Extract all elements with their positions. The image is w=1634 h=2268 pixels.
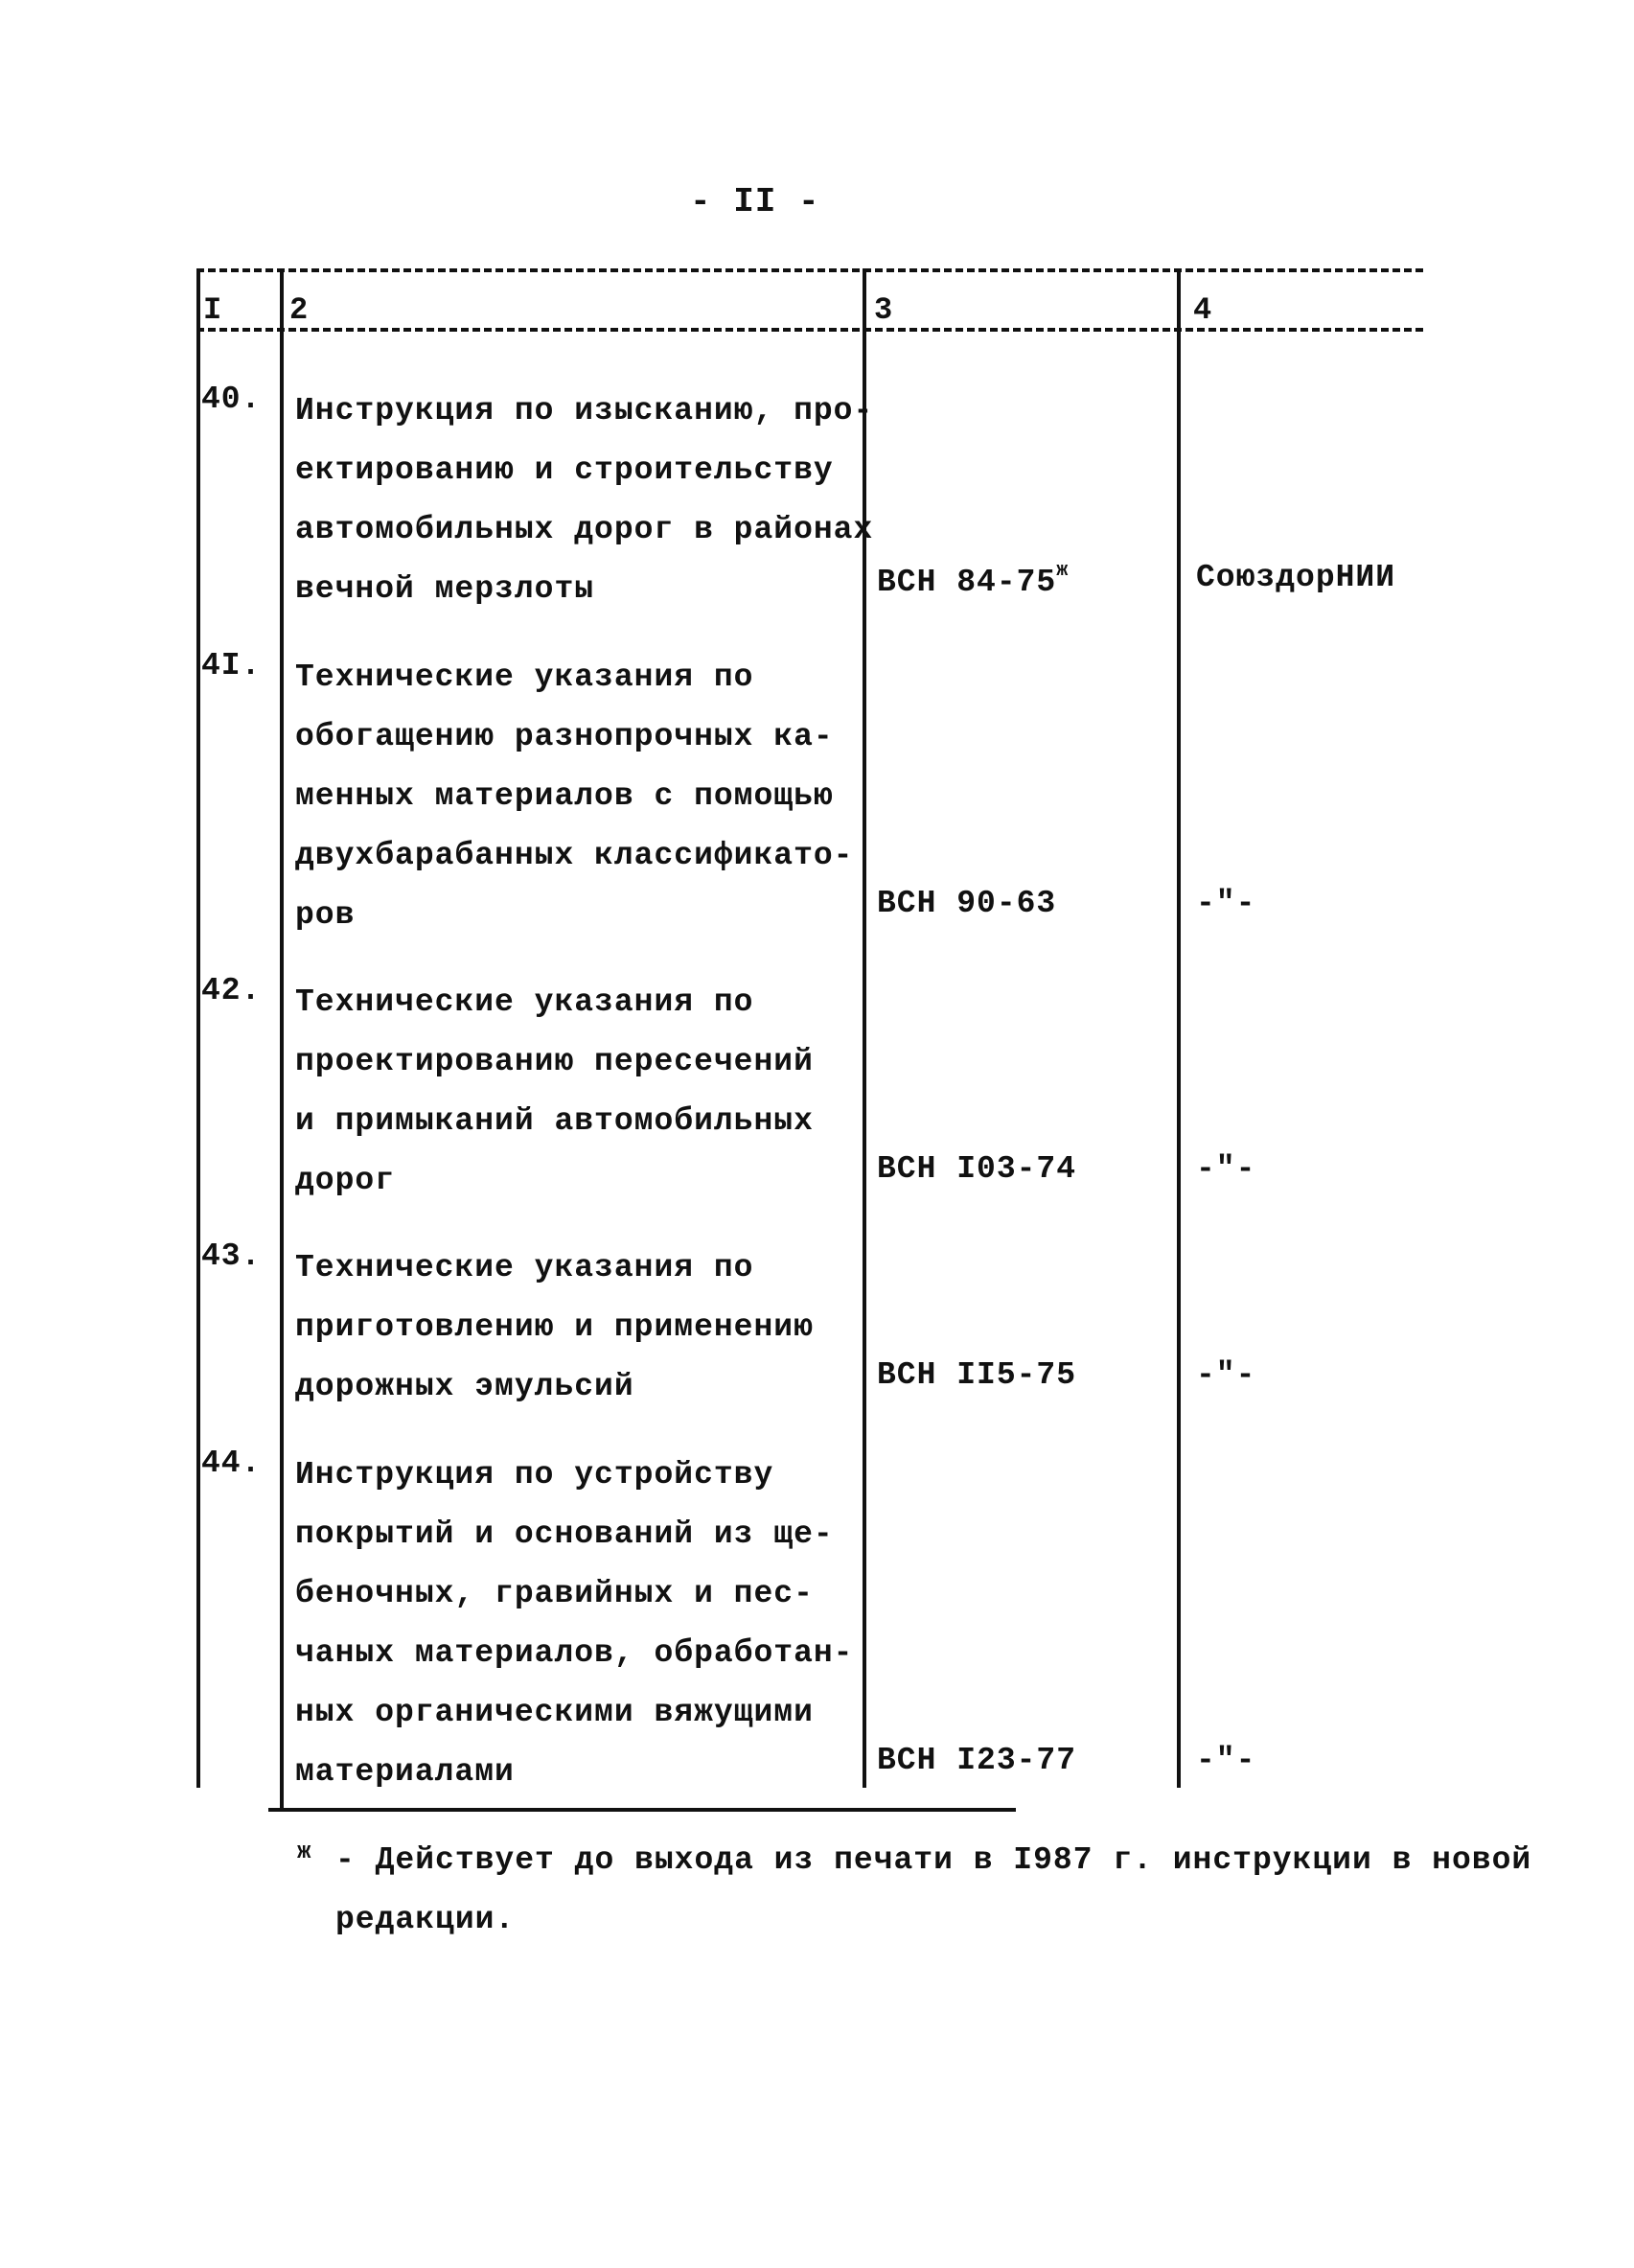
row-title-line: чаных материалов, обработан- <box>295 1635 854 1671</box>
column-header-1: I <box>203 292 223 328</box>
row-title-line: дорожных эмульсий <box>295 1369 634 1404</box>
column-header-2: 2 <box>289 292 310 328</box>
row-title-line: проектированию пересечений <box>295 1044 814 1079</box>
column-header-3: 3 <box>874 292 894 328</box>
column-divider-left <box>196 268 200 1788</box>
row-title-line: материалами <box>295 1754 515 1790</box>
row-title-line: ных органическими вяжущими <box>295 1695 814 1730</box>
row-title <box>295 1446 854 1802</box>
row-title-line: беночных, гравийных и пес- <box>295 1576 814 1611</box>
footnote-line: - Действует до выхода из печати в I987 г. инструкции в новой <box>335 1842 1532 1878</box>
row-title-line: приготовлению и применению <box>295 1309 814 1345</box>
footnote-reference: ж <box>1056 560 1070 582</box>
row-number: 4I. <box>201 648 262 683</box>
column-divider-1 <box>280 268 284 1812</box>
row-title-line: и примыканий автомобильных <box>295 1103 814 1139</box>
row-code: ВСН I03-74 <box>877 1151 1077 1187</box>
row-title-line: двухбарабанных классификато- <box>295 838 854 873</box>
row-title-line: дорог <box>295 1163 396 1198</box>
row-title-line: Технические указания по <box>295 1250 754 1285</box>
table-top-rule <box>196 268 1423 272</box>
row-title <box>295 382 873 619</box>
row-title <box>295 973 814 1211</box>
row-title-line: вечной мерзлоты <box>295 571 595 607</box>
row-code: ВСН 90-63 <box>877 886 1057 921</box>
row-title-line: Инструкция по устройству <box>295 1457 774 1493</box>
row-number: 43. <box>201 1238 262 1274</box>
row-number: 40. <box>201 382 262 417</box>
row-number: 42. <box>201 973 262 1008</box>
row-code: ВСН I23-77 <box>877 1743 1077 1778</box>
row-code <box>877 560 1069 600</box>
row-organization: СоюздорНИИ <box>1196 560 1396 595</box>
footnote-line: редакции. <box>335 1902 516 1937</box>
row-organization: -"- <box>1196 886 1256 921</box>
row-title <box>295 1238 814 1417</box>
row-code: ВСН II5-75 <box>877 1357 1077 1393</box>
table-header-rule <box>196 328 1423 332</box>
row-title-line: Технические указания по <box>295 660 754 695</box>
row-title-line: обогащению разнопрочных ка- <box>295 719 834 754</box>
row-organization: -"- <box>1196 1151 1256 1187</box>
row-title-line: ектированию и строительству <box>295 452 834 488</box>
row-number: 44. <box>201 1446 262 1481</box>
row-title-line: ров <box>295 897 356 933</box>
row-title-line: Технические указания по <box>295 984 754 1020</box>
footnote-text <box>335 1831 1531 1950</box>
footnote-mark: ж <box>297 1840 312 1865</box>
column-divider-3 <box>1177 268 1181 1788</box>
page-number: - II - <box>690 182 820 221</box>
row-title-line: автомобильных дорог в районах <box>295 512 874 547</box>
column-header-4: 4 <box>1193 292 1213 328</box>
row-code-text: ВСН 84-75 <box>877 565 1057 600</box>
row-title-line: Инструкция по изысканию, про- <box>295 393 874 428</box>
row-title-line: покрытий и оснований из ще- <box>295 1516 834 1552</box>
row-title-line: менных материалов с помощью <box>295 778 834 814</box>
table-bottom-rule <box>268 1808 1016 1812</box>
row-organization: -"- <box>1196 1357 1256 1393</box>
row-title <box>295 648 854 945</box>
row-organization: -"- <box>1196 1743 1256 1778</box>
